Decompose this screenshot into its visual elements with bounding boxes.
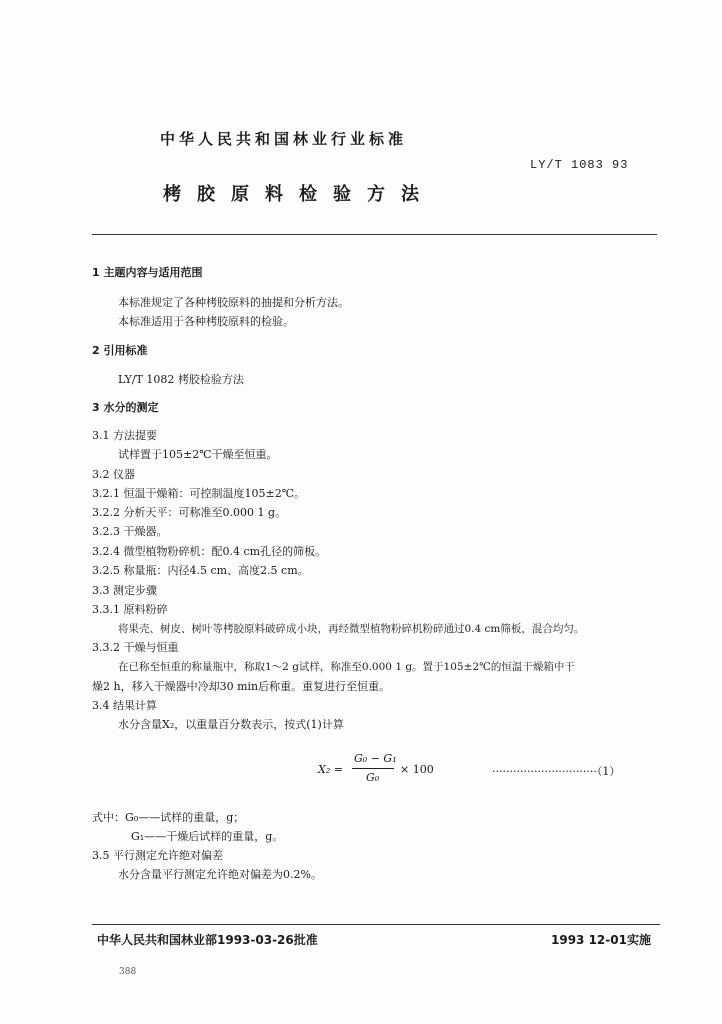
section-2-heading: 2 引用标准 [92, 344, 148, 357]
approval-date: 中华人民共和国林业部1993-03-26批准 [97, 933, 318, 947]
where-g1: G₁——干燥后试样的重量，g。 [131, 830, 284, 843]
formula-denominator: G₀ [366, 771, 380, 784]
formula-reference: ······························（1） [492, 765, 621, 778]
where-g0: 式中：G₀——试样的重量，g； [92, 811, 245, 824]
section-3-heading: 3 水分的测定 [92, 401, 159, 414]
section-3-4-paragraph: 水分含量X₂，以重量百分数表示，按式(1)计算 [118, 718, 344, 731]
section-3-4: 3.4 结果计算 [92, 699, 157, 712]
section-1-heading: 1 主题内容与适用范围 [92, 266, 203, 279]
fraction-bar [352, 768, 394, 769]
header-divider [92, 234, 657, 235]
formula-lhs: X₂ = [318, 763, 343, 776]
section-2-paragraph: LY/T 1082 栲胶检验方法 [118, 373, 244, 386]
section-3-3-1-paragraph: 将果壳、树皮、树叶等栲胶原料破碎成小块，再经微型植物粉碎机粉碎通过0.4 cm筛板，混合均匀。 [118, 623, 585, 635]
section-3-2-5: 3.2.5 称量瓶：内径4.5 cm、高度2.5 cm。 [92, 564, 309, 577]
standard-title: 中华人民共和国林业行业标准 [160, 130, 408, 148]
section-3-1-paragraph: 试样置于105±2℃干燥至恒重。 [118, 448, 278, 461]
section-3-5: 3.5 平行测定允许绝对偏差 [92, 849, 223, 862]
section-3-2-2: 3.2.2 分析天平：可称准至0.000 1 g。 [92, 506, 287, 519]
effective-date: 1993 12-01实施 [551, 933, 651, 947]
formula-multiplier: × 100 [400, 763, 434, 776]
formula-numerator: G₀ − G₁ [354, 752, 397, 765]
section-3-2-1: 3.2.1 恒温干燥箱：可控制温度105±2℃。 [92, 487, 306, 500]
footer-divider [92, 924, 660, 925]
section-1-paragraph-1: 本标准规定了各种栲胶原料的抽提和分析方法。 [118, 296, 349, 309]
section-3-5-paragraph: 水分含量平行测定允许绝对偏差为0.2%。 [118, 868, 322, 881]
page-number: 388 [119, 967, 137, 977]
standard-code: LY/T 1083 93 [530, 158, 629, 172]
section-3-2: 3.2 仪器 [92, 468, 135, 481]
section-3-3-1: 3.3.1 原料粉碎 [92, 603, 168, 616]
document-title: 栲胶原料检验方法 [163, 184, 435, 205]
section-3-1: 3.1 方法提要 [92, 429, 157, 442]
section-3-3-2: 3.3.2 干燥与恒重 [92, 641, 179, 654]
section-3-3: 3.3 测定步骤 [92, 584, 157, 597]
section-3-3-2-paragraph-1: 在已称至恒重的称量瓶中，称取1～2 g试样，称准至0.000 1 g。置于105±2℃的恒温干燥箱中干 [118, 661, 575, 673]
section-3-2-4: 3.2.4 微型植物粉碎机：配0.4 cm孔径的筛板。 [92, 545, 327, 558]
section-3-3-2-paragraph-2: 燥2 h，移入干燥器中冷却30 min后称重。重复进行至恒重。 [92, 680, 391, 693]
formula-1 [318, 752, 448, 788]
section-1-paragraph-2: 本标准适用于各种栲胶原料的检验。 [118, 315, 294, 328]
section-3-2-3: 3.2.3 干燥器。 [92, 525, 168, 538]
